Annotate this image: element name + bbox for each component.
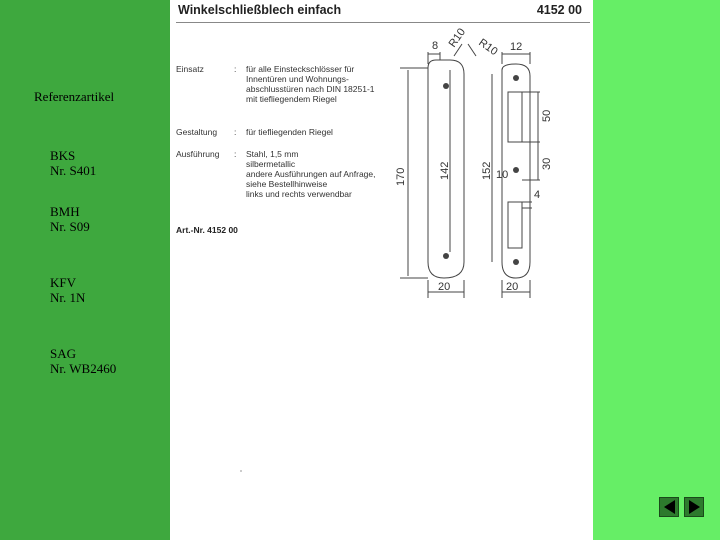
next-slide-button[interactable] xyxy=(684,497,704,517)
dim-50: 50 xyxy=(541,109,553,122)
reference-sidebar xyxy=(0,0,170,540)
screw-hole-icon xyxy=(513,167,519,173)
spec-value xyxy=(246,149,401,199)
spec-gestaltung xyxy=(176,127,406,137)
scan-speck xyxy=(240,470,242,472)
reference-name: BKS xyxy=(50,148,76,163)
title-divider xyxy=(176,22,590,23)
screw-hole-icon xyxy=(443,83,449,89)
dim-20-right: 20 xyxy=(506,281,519,293)
reference-item-kfv xyxy=(50,275,85,305)
reference-name: SAG xyxy=(50,346,77,361)
spec-line: Innentüren und Wohnungs- xyxy=(246,74,349,84)
spec-line: mit tiefliegendem Riegel xyxy=(246,94,337,104)
spec-label: Ausführung xyxy=(176,149,220,159)
spec-label: Einsatz xyxy=(176,64,204,74)
reference-item-bks xyxy=(50,148,96,178)
spec-ausfuehrung xyxy=(176,149,406,199)
screw-hole-icon xyxy=(513,75,519,81)
dim-12: 12 xyxy=(510,41,523,53)
reference-name: KFV xyxy=(50,275,77,290)
reference-title: Referenzartikel xyxy=(34,89,115,104)
screw-hole-icon xyxy=(513,259,519,265)
previous-slide-button[interactable] xyxy=(659,497,679,517)
document-title: Winkelschließblech einfach xyxy=(178,3,342,17)
dim-r10-left: R10 xyxy=(446,26,469,50)
spec-line: für tiefliegenden Riegel xyxy=(246,127,333,137)
spec-label: Gestaltung xyxy=(176,127,218,137)
spec-line: Stahl, 1,5 mm xyxy=(246,149,299,159)
dim-8: 8 xyxy=(432,40,439,52)
reference-item-bmh xyxy=(50,204,90,234)
spec-colon: : xyxy=(234,149,237,159)
arrow-right-icon xyxy=(689,500,700,514)
bolt-cutout xyxy=(508,202,522,248)
reference-name: BMH xyxy=(50,204,80,219)
reference-number: Nr. S09 xyxy=(50,219,90,234)
dim-170: 170 xyxy=(395,167,407,186)
spec-einsatz xyxy=(176,64,406,104)
arrow-left-icon xyxy=(664,500,675,514)
dim-10: 10 xyxy=(496,169,509,181)
dim-142: 142 xyxy=(439,161,451,180)
dim-152: 152 xyxy=(481,161,493,180)
spec-line: links und rechts verwendbar xyxy=(246,189,352,199)
spec-line: abschlusstüren nach DIN 18251-1 xyxy=(246,84,375,94)
spec-line: silbermetallic xyxy=(246,159,296,169)
dim-20-left: 20 xyxy=(438,281,451,293)
spec-line: andere Ausführungen auf Anfrage, xyxy=(246,169,376,179)
reference-item-sag xyxy=(50,346,116,376)
spec-line: siehe Bestellhinweise xyxy=(246,179,328,189)
document-number: 4152 00 xyxy=(536,3,582,17)
spec-value xyxy=(246,64,401,104)
spec-colon: : xyxy=(234,64,237,74)
right-panel xyxy=(593,0,720,540)
latch-cutout xyxy=(508,92,522,142)
spec-line: für alle Einsteckschlösser für xyxy=(246,64,355,74)
document-page xyxy=(170,0,593,540)
spec-value xyxy=(246,127,401,137)
dim-4: 4 xyxy=(534,189,541,201)
dim-30: 30 xyxy=(541,157,553,170)
screw-hole-icon xyxy=(443,253,449,259)
strike-plate-drawing xyxy=(395,26,590,300)
reference-number: Nr. 1N xyxy=(50,290,86,305)
article-number: Art.-Nr. 4152 00 xyxy=(176,225,238,235)
reference-number: Nr. S401 xyxy=(50,163,97,178)
reference-number: Nr. WB2460 xyxy=(50,361,117,376)
spec-colon: : xyxy=(234,127,237,137)
dim-r10-right: R10 xyxy=(476,36,500,59)
